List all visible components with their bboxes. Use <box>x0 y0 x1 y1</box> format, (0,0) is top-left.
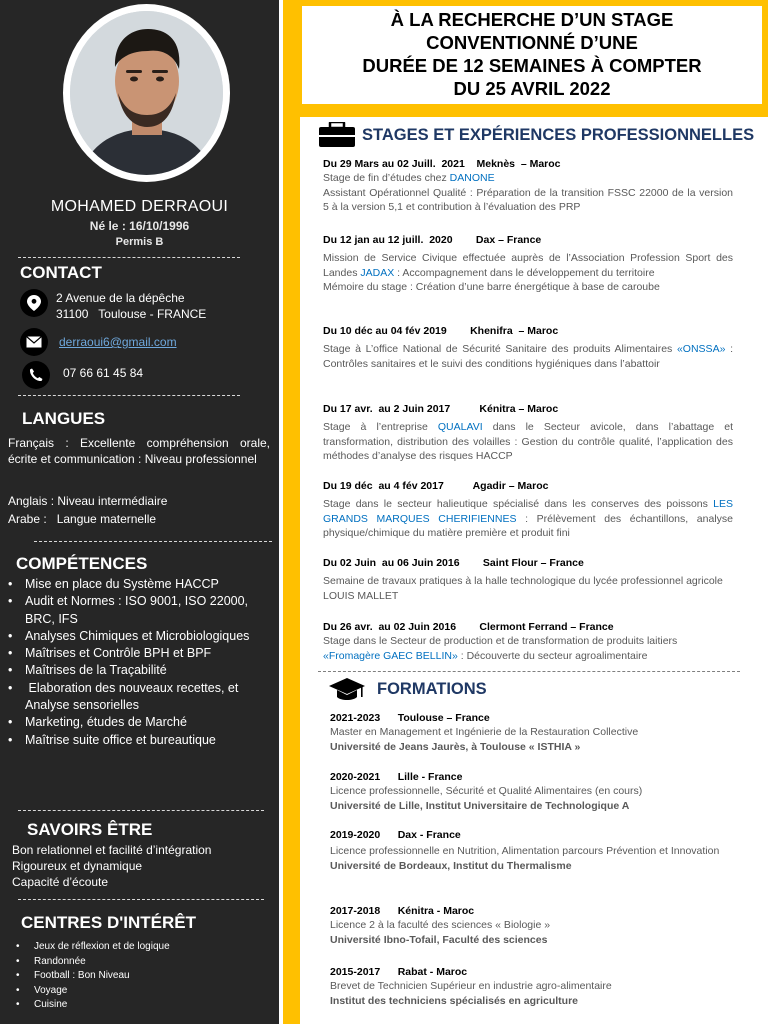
experience-item <box>323 556 733 603</box>
experience-dates: Du 02 Juin au 06 Juin 2016 Saint Flour – France <box>323 557 584 569</box>
language-arabic: Arabe : Langue maternelle <box>8 512 157 526</box>
skill-item: • Elaboration des nouveaux recettes, et Analyse sensorielles <box>8 680 270 715</box>
phone-icon <box>22 361 50 389</box>
location-pin-icon <box>20 289 48 317</box>
divider <box>18 257 240 258</box>
education-school: Université de Bordeaux, Institut du Thermalisme <box>330 859 572 872</box>
skill-item: • Maîtrises de la Traçabilité <box>8 662 270 679</box>
education-item <box>330 770 735 813</box>
divider <box>18 899 264 900</box>
envelope-icon <box>20 328 48 356</box>
skill-item: • Mise en place du Système HACCP <box>8 576 270 593</box>
education-degree: Licence professionnelle, Sécurité et Qualité Alimentaires (en cours) <box>330 785 643 797</box>
company-name: QUALAVI <box>437 421 483 433</box>
interest-item: • Voyage <box>16 984 170 999</box>
experience-heading: STAGES ET EXPÉRIENCES PROFESSIONNELLES <box>362 126 755 144</box>
soft-skill-item: Capacité d’écoute <box>12 875 109 889</box>
experience-detail: Mémoire du stage : Création d’une barre énergétique à base de caroube <box>323 281 660 293</box>
experience-dates: Du 17 avr. au 2 Juin 2017 Kénitra – Maroc <box>323 403 559 415</box>
company-name: «Fromagère GAEC BELLIN» <box>323 649 458 662</box>
headline-line: À LA RECHERCHE D’UN STAGE <box>390 9 674 30</box>
divider <box>318 671 740 672</box>
interest-item: • Cuisine <box>16 998 170 1013</box>
skill-item: • Audit et Normes : ISO 9001, ISO 22000, BRC, IFS <box>8 593 270 628</box>
company-name: JADAX <box>360 266 395 279</box>
experience-description: Stage à L’office National de Sécurité Sanitaire des produits Alimentaires «ONSSA» : Contrôles sanitaires et le suivi des conditions hygiéniques dans l’abattoir <box>323 343 733 370</box>
education-dates: 2015-2017 Rabat - Maroc <box>330 966 468 978</box>
education-school: Institut des techniciens spécialisés en agriculture <box>330 994 579 1007</box>
soft-skills-heading: SAVOIRS ÊTRE <box>27 820 153 839</box>
profile-photo-frame <box>63 4 230 182</box>
experience-dates: Du 19 déc au 4 fév 2017 Agadir – Maroc <box>323 480 549 492</box>
interest-item: • Football : Bon Niveau <box>16 969 170 984</box>
company-name: «ONSSA» <box>676 343 726 355</box>
phone-number: 07 66 61 45 84 <box>63 366 144 380</box>
soft-skill-item: Rigoureux et dynamique <box>12 859 143 873</box>
experience-dates: Du 10 déc au 04 fév 2019 Khenifra – Maroc <box>323 325 559 337</box>
skill-item: • Marketing, études de Marché <box>8 714 270 731</box>
education-dates: 2017-2018 Kénitra - Maroc <box>330 905 475 917</box>
education-degree: Licence professionnelle en Nutrition, Alimentation parcours Prévention et Innovation <box>330 845 720 857</box>
education-dates: 2019-2020 Dax - France <box>330 829 461 841</box>
driving-permit: Permis B <box>115 236 164 248</box>
education-dates: 2021-2023 Toulouse – France <box>330 712 490 724</box>
experience-item <box>323 620 733 663</box>
experience-item <box>323 479 733 541</box>
sidebar <box>0 0 279 1024</box>
address-line-1: 2 Avenue de la dépêche <box>56 291 185 305</box>
profile-photo <box>70 11 223 175</box>
email-link[interactable]: derraoui6@gmail.com <box>59 335 177 349</box>
interests-heading: CENTRES D'INTÉRÊT <box>21 913 196 932</box>
experience-item <box>323 402 733 464</box>
accent-bar <box>283 0 300 1024</box>
soft-skill-item: Bon relationnel et facilité d’intégration <box>12 843 212 857</box>
language-french: Français : Excellente compréhension orale, écrite et communication : Niveau professionnel <box>8 436 270 466</box>
contact-heading: CONTACT <box>20 263 102 282</box>
headline-line: CONVENTIONNÉ D’UNE <box>426 32 638 53</box>
experience-item <box>323 324 733 371</box>
experience-item <box>323 157 733 215</box>
address-line-2: 31100 Toulouse - FRANCE <box>56 307 207 321</box>
interests-list <box>16 940 170 1013</box>
headline-line: DURÉE DE 12 SEMAINES À COMPTER <box>362 55 702 76</box>
languages-heading: LANGUES <box>22 409 106 428</box>
experience-dates: Du 12 jan au 12 juill. 2020 Dax – France <box>323 234 542 246</box>
education-item <box>330 711 735 754</box>
briefcase-icon <box>318 122 356 153</box>
education-degree: Licence 2 à la faculté des sciences « Biologie » <box>330 919 551 931</box>
experience-item <box>323 233 733 295</box>
experience-detail: Assistant Opérationnel Qualité : Préparation de la transition FSSC 22000 de la version 5 à la version 5,1 et contribution à l’évaluation des PRP <box>323 186 733 213</box>
skill-item: • Analyses Chimiques et Microbiologiques <box>8 628 270 645</box>
experience-description: Semaine de travaux pratiques à la halle technologique du lycée professionnel agricole LOUIS MALLET <box>323 575 723 602</box>
education-item <box>330 965 735 1008</box>
experience-description: Stage de fin d’études chez DANONE <box>323 172 495 184</box>
language-english: Anglais : Niveau intermédiaire <box>8 494 168 508</box>
company-name: LES GRANDS MARQUES CHERIFIENNES <box>323 498 733 525</box>
education-heading: FORMATIONS <box>377 680 487 698</box>
divider <box>18 810 264 811</box>
skills-heading: COMPÉTENCES <box>16 554 148 573</box>
education-item <box>330 828 735 873</box>
education-degree: Master en Management et Ingénierie de la Restauration Collective <box>330 726 639 738</box>
company-name: DANONE <box>449 172 495 184</box>
experience-dates: Du 26 avr. au 02 Juin 2016 Clermont Ferrand – France <box>323 621 614 633</box>
education-dates: 2020-2021 Lille - France <box>330 771 463 783</box>
interest-item: • Randonnée <box>16 955 170 970</box>
divider <box>18 395 240 396</box>
education-degree: Brevet de Technicien Supérieur en industrie agro-alimentaire <box>330 980 612 992</box>
birth-date: Né le : 16/10/1996 <box>89 219 190 233</box>
education-school: Université Ibno-Tofail, Faculté des sciences <box>330 933 548 946</box>
graduation-cap-icon <box>328 677 366 708</box>
experience-description: Stage dans le Secteur de production et de transformation de produits laitiers «Fromagère GAEC BELLIN» : Découverte du secteur agroalimentaire <box>323 635 678 662</box>
experience-description: Stage à l’entreprise QUALAVI dans le Secteur avicole, dans l’abattage et transformation, distribution des volailles : Gestion du contrôle qualité, l’application des méthodes d’analyse des risques HACCP <box>323 421 734 462</box>
education-school: Université de Jeans Jaurès, à Toulouse « ISTHIA » <box>330 740 581 753</box>
skill-item: • Maîtrise suite office et bureautique <box>8 732 270 749</box>
interest-item: • Jeux de réflexion et de logique <box>16 940 170 955</box>
experience-description: Stage dans le secteur halieutique spécialisé dans les conserves des poissons LES GRANDS MARQUES CHERIFIENNES : Prélèvement des échantillons, analyse physique/chimique du matière première et produit fini <box>323 498 733 539</box>
experience-dates: Du 29 Mars au 02 Juill. 2021 Meknès – Maroc <box>323 158 561 170</box>
skills-list <box>8 576 270 749</box>
education-item <box>330 904 735 947</box>
candidate-name: MOHAMED DERRAOUI <box>50 198 229 215</box>
headline <box>302 8 762 100</box>
education-school: Université de Lille, Institut Universitaire de Technologique A <box>330 799 630 812</box>
experience-description: Mission de Service Civique effectuée auprès de l’Association Profession Sport des Landes JADAX : Accompagnement dans le développement du territoire <box>323 252 733 279</box>
divider <box>34 541 272 542</box>
skill-item: • Maîtrises et Contrôle BPH et BPF <box>8 645 270 662</box>
headline-line: DU 25 AVRIL 2022 <box>453 78 611 99</box>
